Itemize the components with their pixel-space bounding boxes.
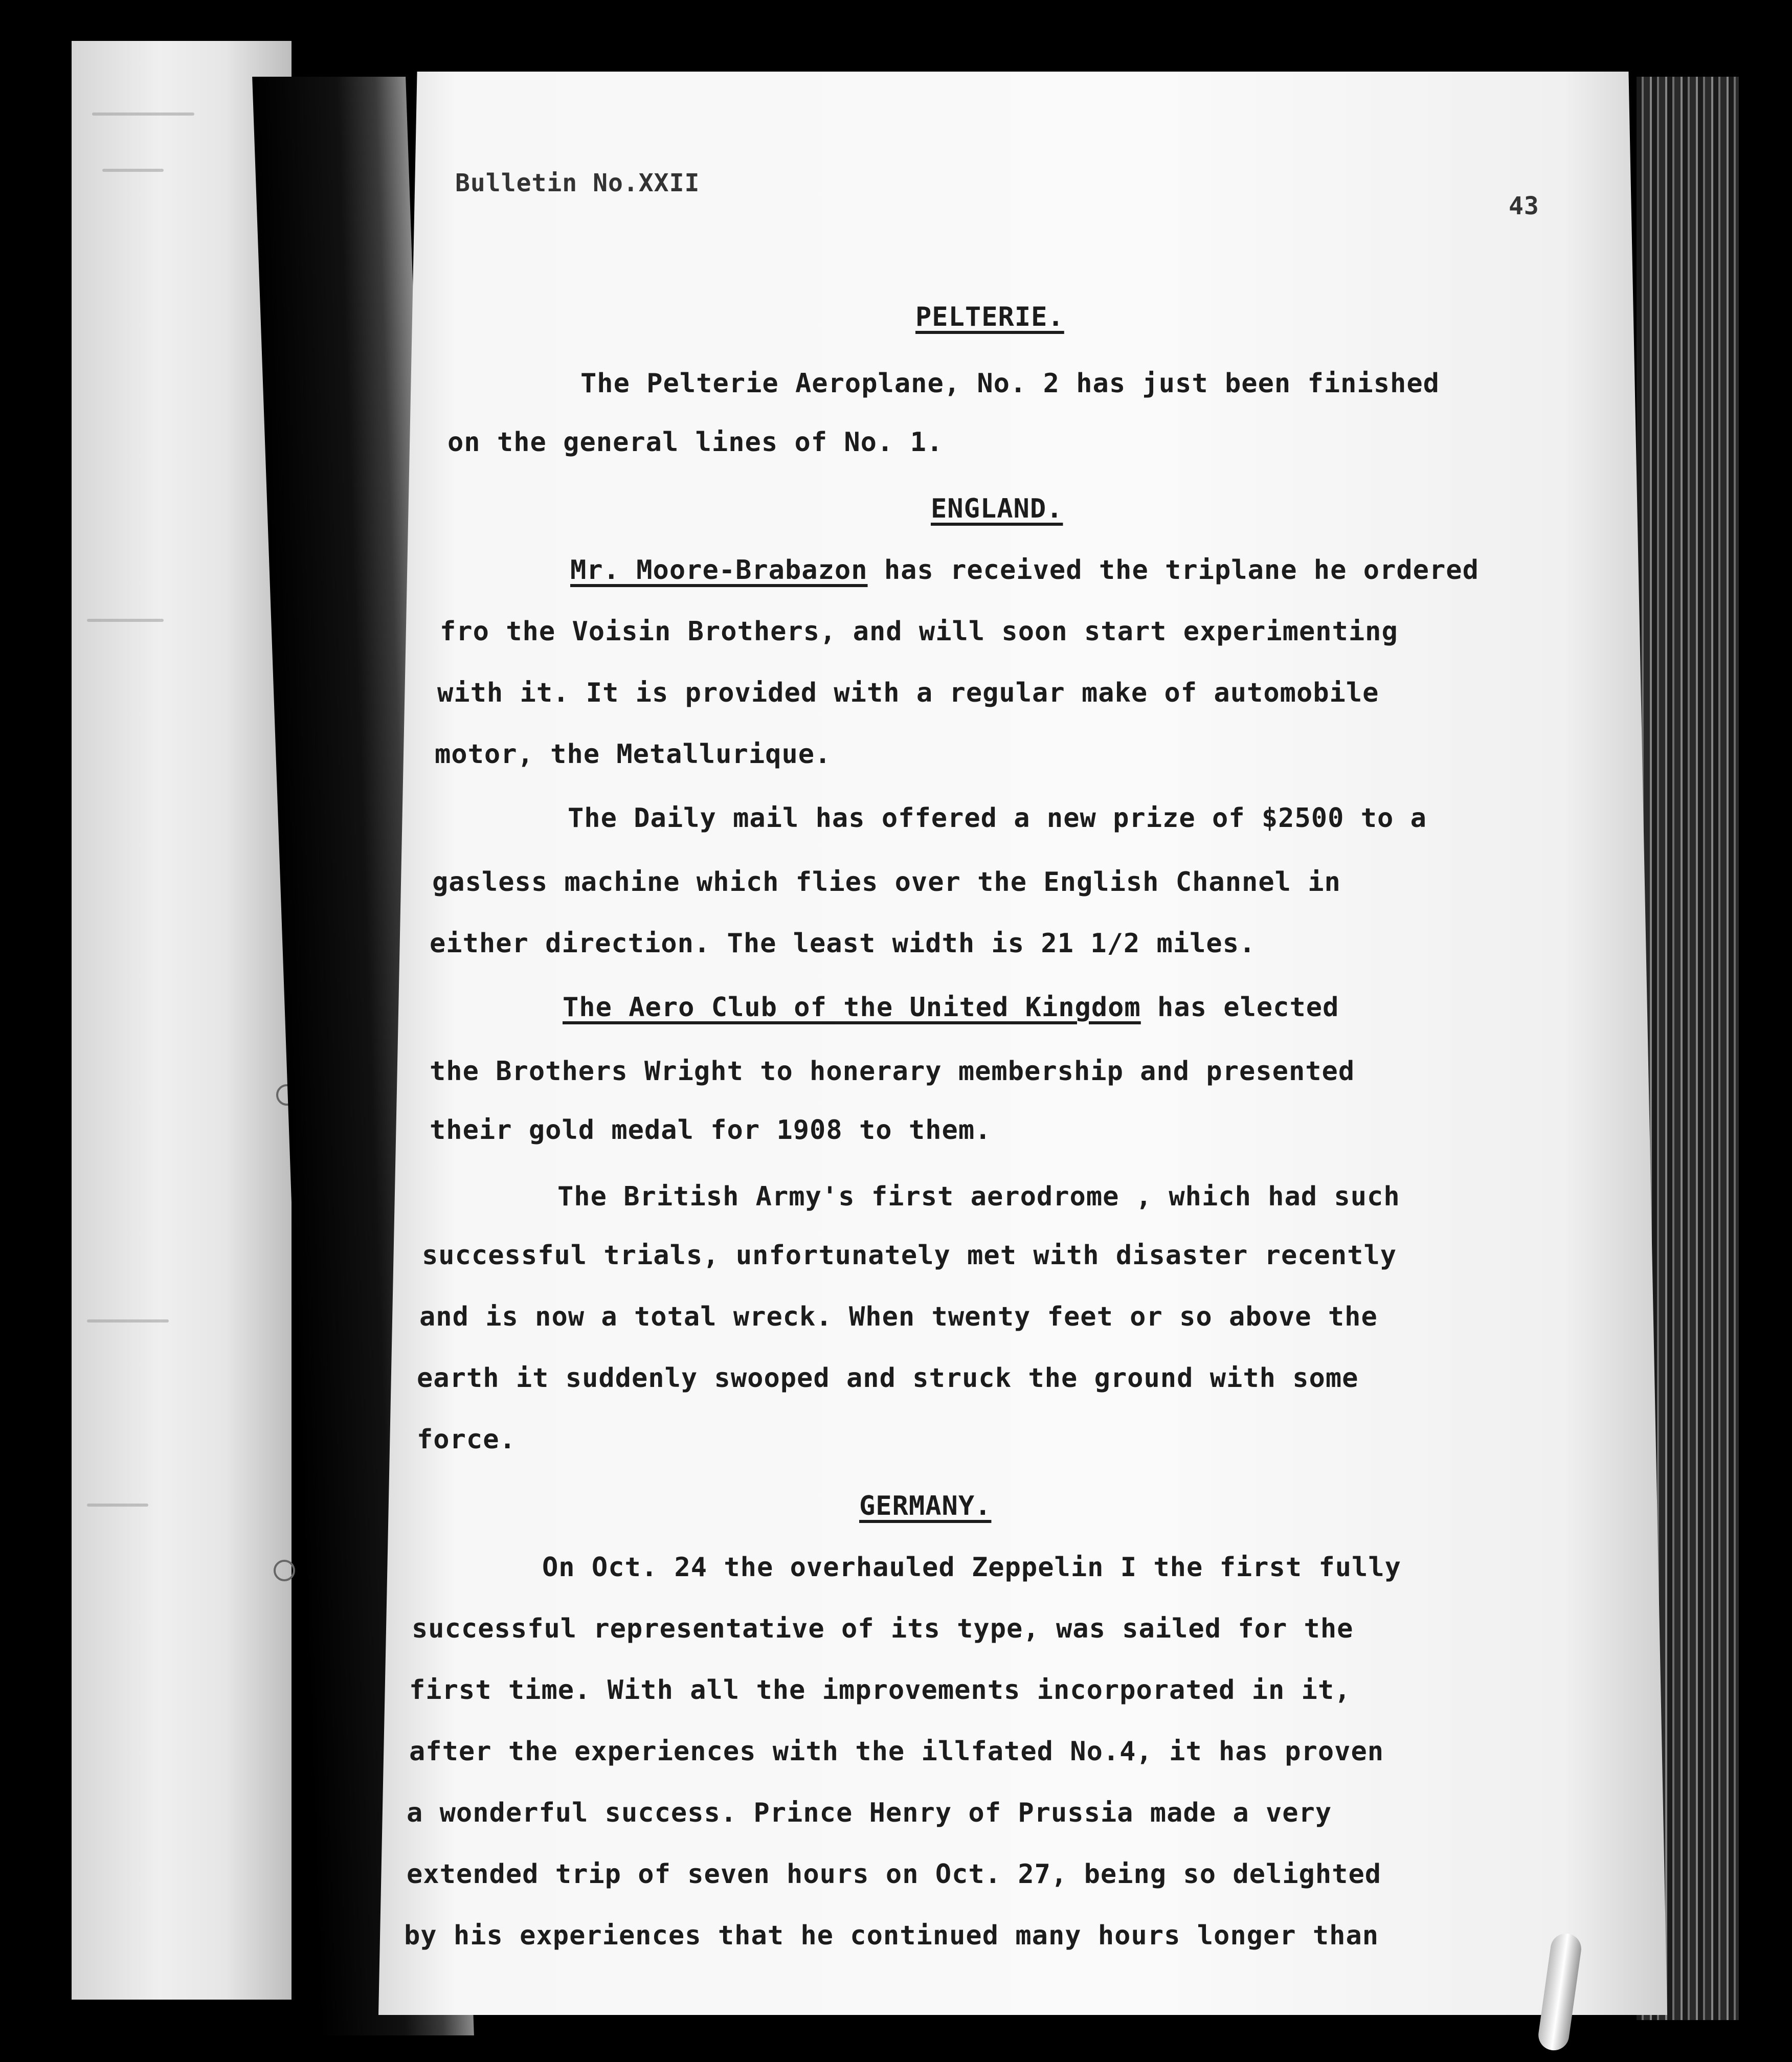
body-line: successful representative of its type, was sailed for the bbox=[412, 1613, 1354, 1644]
faint-text-mark bbox=[87, 619, 164, 622]
faint-text-mark bbox=[102, 169, 164, 172]
body-line-rest: has received the triplane he ordered bbox=[867, 555, 1479, 586]
page-number: 43 bbox=[1509, 192, 1539, 220]
body-line bbox=[563, 992, 1339, 1023]
section-heading-germany: GERMANY. bbox=[859, 1491, 992, 1521]
section-heading-pelterie: PELTERIE. bbox=[915, 302, 1064, 332]
body-line: gasless machine which flies over the English Channel in bbox=[432, 867, 1341, 898]
document-page bbox=[378, 72, 1667, 2015]
body-line: extended trip of seven hours on Oct. 27, being so delighted bbox=[407, 1859, 1382, 1890]
faint-text-mark bbox=[87, 1504, 148, 1507]
body-line: on the general lines of No. 1. bbox=[447, 427, 944, 458]
body-line: force. bbox=[417, 1424, 516, 1455]
body-line: their gold medal for 1908 to them. bbox=[430, 1115, 992, 1146]
binding-hole bbox=[274, 1560, 295, 1581]
faint-text-mark bbox=[92, 113, 194, 116]
body-line bbox=[570, 555, 1479, 586]
body-line: the Brothers Wright to honerary membership and presented bbox=[430, 1056, 1355, 1087]
section-heading-england: ENGLAND. bbox=[931, 494, 1063, 524]
body-line: fro the Voisin Brothers, and will soon start experimenting bbox=[440, 616, 1398, 647]
underlined-name: The Aero Club of the United Kingdom bbox=[563, 992, 1141, 1023]
body-line: On Oct. 24 the overhauled Zeppelin I the first fully bbox=[542, 1552, 1401, 1583]
underlined-name: Mr. Moore-Brabazon bbox=[570, 555, 868, 586]
body-line: The Pelterie Aeroplane, No. 2 has just been finished bbox=[580, 368, 1440, 399]
body-line: either direction. The least width is 21 1/2 miles. bbox=[430, 928, 1256, 959]
body-line: by his experiences that he continued many hours longer than bbox=[404, 1920, 1379, 1951]
left-facing-page bbox=[72, 41, 292, 2000]
body-line: earth it suddenly swooped and struck the ground with some bbox=[417, 1363, 1359, 1394]
body-line: motor, the Metallurique. bbox=[435, 739, 832, 770]
body-line: first time. With all the improvements incorporated in it, bbox=[409, 1675, 1351, 1706]
body-line: and is now a total wreck. When twenty feet or so above the bbox=[419, 1302, 1378, 1332]
body-line: a wonderful success. Prince Henry of Prussia made a very bbox=[407, 1798, 1332, 1828]
bulletin-header: Bulletin No.XXII bbox=[455, 169, 700, 197]
body-line: after the experiences with the illfated No.4, it has proven bbox=[409, 1736, 1384, 1767]
body-line: with it. It is provided with a regular make of automobile bbox=[437, 678, 1379, 708]
faint-text-mark bbox=[87, 1319, 169, 1323]
body-line: successful trials, unfortunately met with disaster recently bbox=[422, 1240, 1397, 1271]
body-line: The British Army's first aerodrome , which had such bbox=[557, 1181, 1400, 1212]
body-line: The Daily mail has offered a new prize of $2500 to a bbox=[568, 803, 1427, 834]
body-line-rest: has elected bbox=[1140, 992, 1339, 1023]
